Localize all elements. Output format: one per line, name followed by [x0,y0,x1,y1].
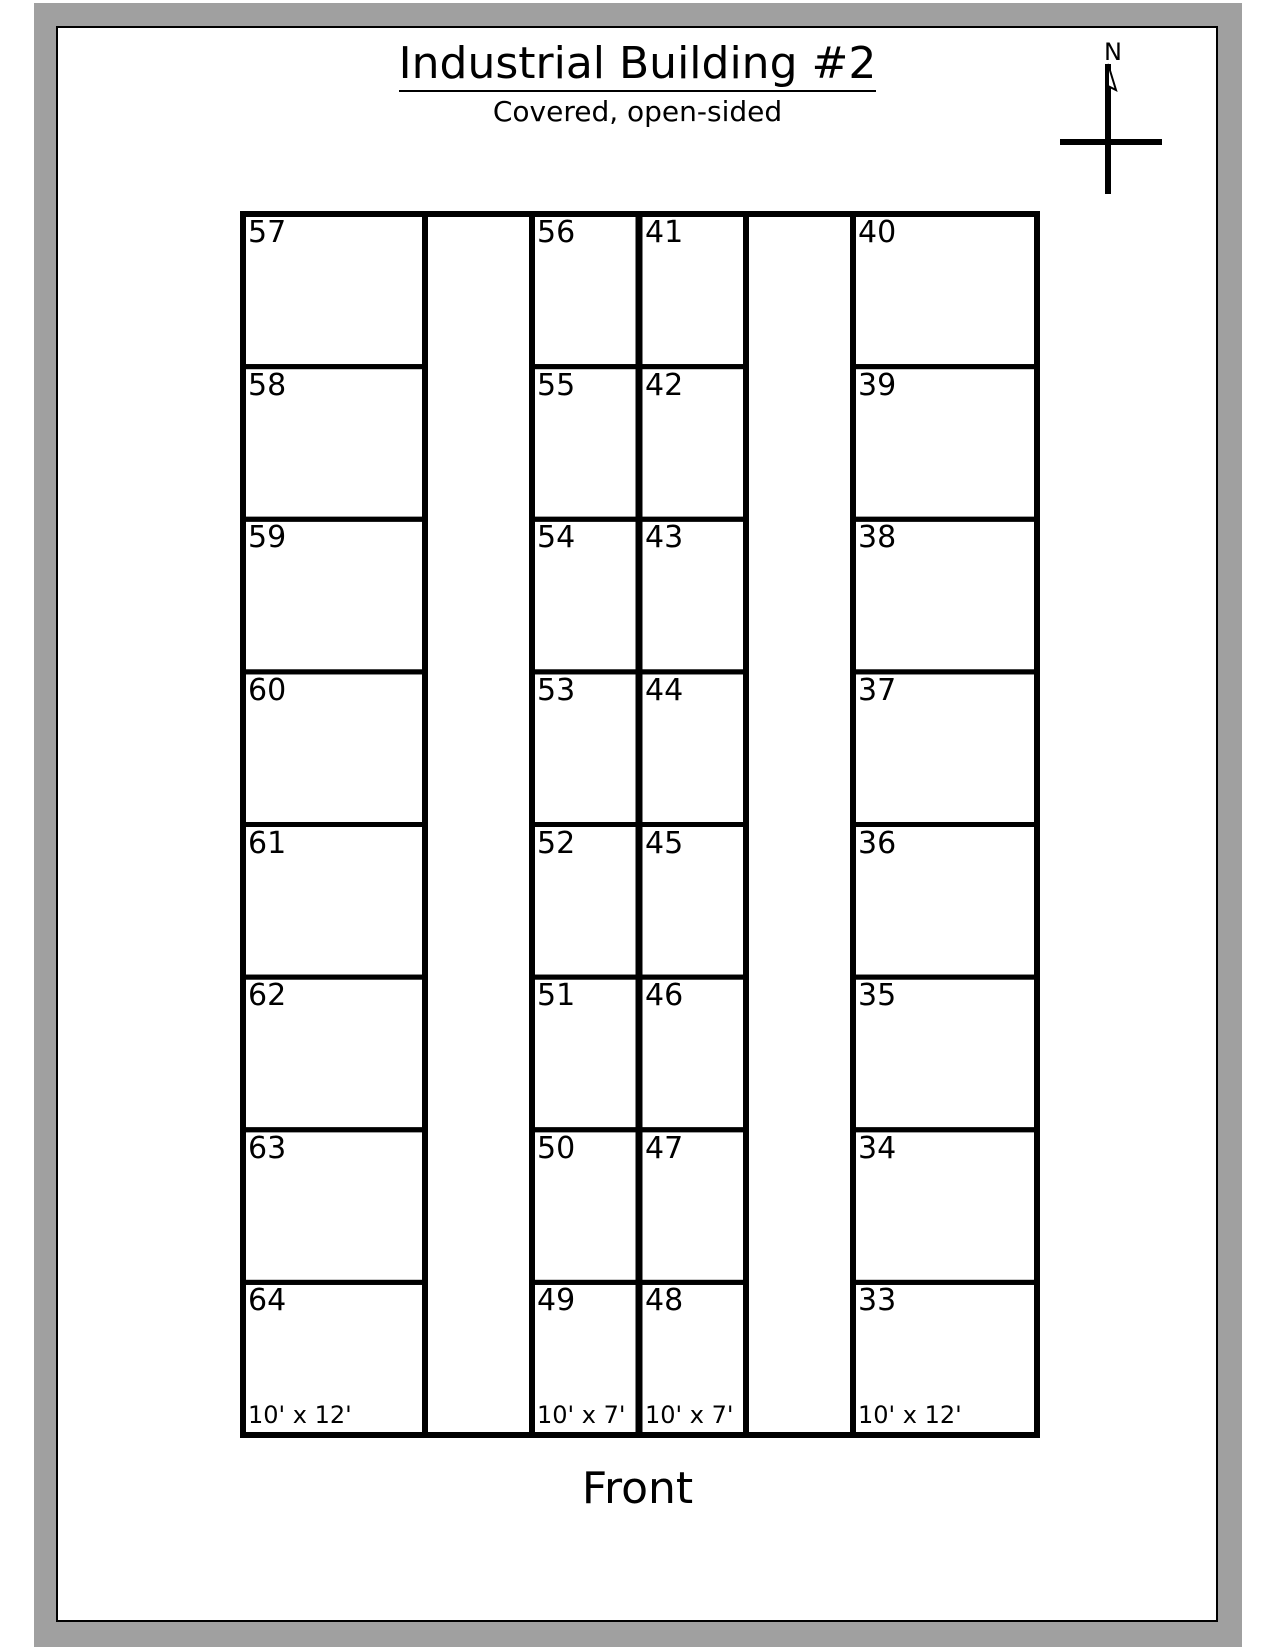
building-subtitle: Covered, open-sided [492,95,783,128]
unit-number-35: 35 [858,978,897,1014]
unit-number-56: 56 [537,215,576,250]
unit-number-47: 47 [645,1130,684,1166]
unit-number-42: 42 [645,367,684,403]
unit-number-59: 59 [248,520,287,556]
unit-number-37: 37 [858,672,897,708]
unit-number-62: 62 [248,978,287,1014]
unit-number-44: 44 [645,672,684,708]
unit-size-label-left: 10' x 12' [248,1401,352,1429]
building-title-text: Industrial Building #2 [399,38,877,92]
unit-number-46: 46 [645,978,684,1014]
front-label: Front [581,1463,694,1514]
unit-number-39: 39 [858,367,897,403]
unit-number-36: 36 [858,825,897,861]
unit-number-40: 40 [858,215,897,250]
unit-number-45: 45 [645,825,684,861]
unit-size-label-center-left: 10' x 7' [537,1401,626,1429]
unit-number-53: 53 [537,672,576,708]
unit-size-label-center-right: 10' x 7' [645,1401,734,1429]
unit-number-54: 54 [537,520,576,556]
unit-number-38: 38 [858,520,897,556]
unit-number-61: 61 [248,825,287,861]
unit-number-48: 48 [645,1283,684,1319]
unit-number-49: 49 [537,1283,576,1319]
unit-number-52: 52 [537,825,576,861]
unit-number-33: 33 [858,1283,897,1319]
compass-north-label: N [1104,38,1122,66]
unit-number-63: 63 [248,1130,287,1166]
unit-number-64: 64 [248,1283,287,1319]
unit-number-51: 51 [537,978,576,1014]
aisle-1 [425,214,532,1435]
unit-number-34: 34 [858,1130,897,1166]
unit-size-label-right: 10' x 12' [858,1401,962,1429]
aisle-2 [746,214,853,1435]
unit-number-55: 55 [537,367,576,403]
unit-number-43: 43 [645,520,684,556]
unit-number-58: 58 [248,367,287,403]
unit-number-60: 60 [248,672,287,708]
unit-number-50: 50 [537,1130,576,1166]
unit-number-57: 57 [248,215,287,250]
unit-number-41: 41 [645,215,684,250]
